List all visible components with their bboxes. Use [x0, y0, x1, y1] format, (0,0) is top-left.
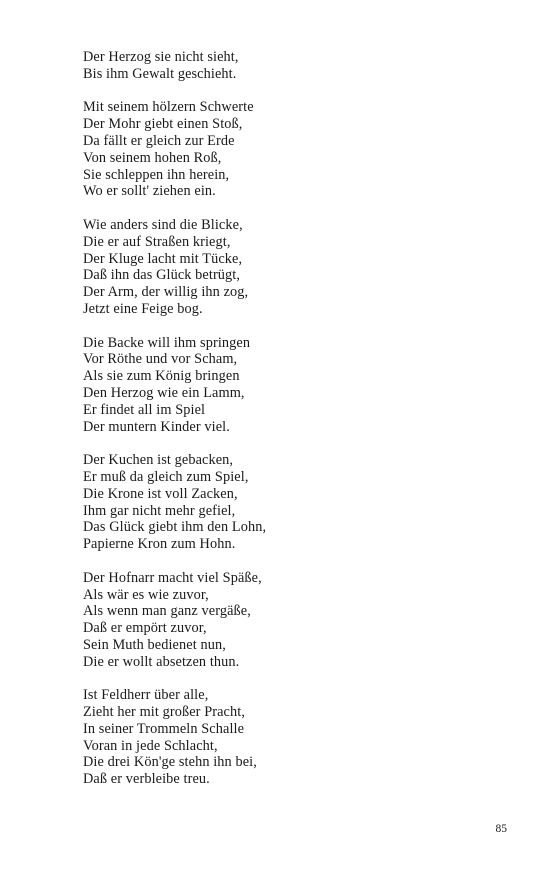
poem-line: Mit seinem hölzern Schwerte: [83, 99, 254, 116]
poem-line: Ist Feldherr über alle,: [83, 687, 209, 704]
poem-line: Sein Muth bedienet nun,: [83, 636, 226, 653]
stanza-6: [83, 570, 503, 671]
poem-line: Vor Röthe und vor Scham,: [83, 351, 238, 368]
stanza-5: [83, 452, 503, 553]
poem-line: Der Kuchen ist gebacken,: [83, 452, 234, 469]
poem-line: Wo er sollt' ziehen ein.: [83, 183, 216, 200]
poem-line: Bis ihm Gewalt geschieht.: [83, 65, 237, 82]
poem-line: In seiner Trommeln Schalle: [83, 720, 245, 737]
poem-line: Als wär es wie zuvor,: [83, 586, 209, 603]
stanza-2: [83, 99, 503, 200]
poem-line: Daß er empört zuvor,: [83, 620, 207, 637]
stanza-4: [83, 335, 503, 436]
poem-line: Der Hofnarr macht viel Späße,: [83, 569, 262, 586]
poem-line: Der Mohr giebt einen Stoß,: [83, 116, 243, 133]
poem-line: Sie schleppen ihn herein,: [83, 166, 230, 183]
poem-line: Die drei Kön'ge stehn ihn bei,: [83, 754, 257, 771]
poem-line: Die Backe will ihm springen: [83, 334, 251, 351]
stanza-3: [83, 217, 503, 318]
poem-line: Daß er verbleibe treu.: [83, 771, 210, 788]
poem-text: [83, 49, 503, 805]
poem-line: Der Kluge lacht mit Tücke,: [83, 250, 243, 267]
poem-line: Zieht her mit großer Pracht,: [83, 704, 245, 721]
page-number: 85: [495, 823, 507, 835]
poem-line: Er findet all im Spiel: [83, 401, 206, 418]
poem-line: Der Arm, der willig ihn zog,: [83, 284, 249, 301]
poem-line: Den Herzog wie ein Lamm,: [83, 384, 245, 401]
poem-line: Er muß da gleich zum Spiel,: [83, 468, 249, 485]
poem-line: Ihm gar nicht mehr gefiel,: [83, 502, 236, 519]
poem-line: Das Glück giebt ihm den Lohn,: [83, 519, 267, 536]
poem-line: Papierne Kron zum Hohn.: [83, 536, 236, 553]
poem-line: Die Krone ist voll Zacken,: [83, 485, 238, 502]
poem-line: Daß ihn das Glück betrügt,: [83, 267, 241, 284]
stanza-1: [83, 49, 503, 83]
poem-line: Voran in jede Schlacht,: [83, 737, 218, 754]
stanza-7: [83, 687, 503, 788]
poem-line: Als sie zum König bringen: [83, 368, 240, 385]
poem-line: Da fällt er gleich zur Erde: [83, 132, 235, 149]
poem-line: Jetzt eine Feige bog.: [83, 300, 203, 317]
poem-line: Wie anders sind die Blicke,: [83, 216, 243, 233]
poem-line: Der Herzog sie nicht sieht,: [83, 49, 239, 65]
poem-line: Der muntern Kinder viel.: [83, 418, 230, 435]
poem-line: Die er auf Straßen kriegt,: [83, 233, 231, 250]
poem-line: Als wenn man ganz vergäße,: [83, 603, 251, 620]
poem-line: Die er wollt absetzen thun.: [83, 653, 240, 670]
poem-line: Von seinem hohen Roß,: [83, 149, 222, 166]
